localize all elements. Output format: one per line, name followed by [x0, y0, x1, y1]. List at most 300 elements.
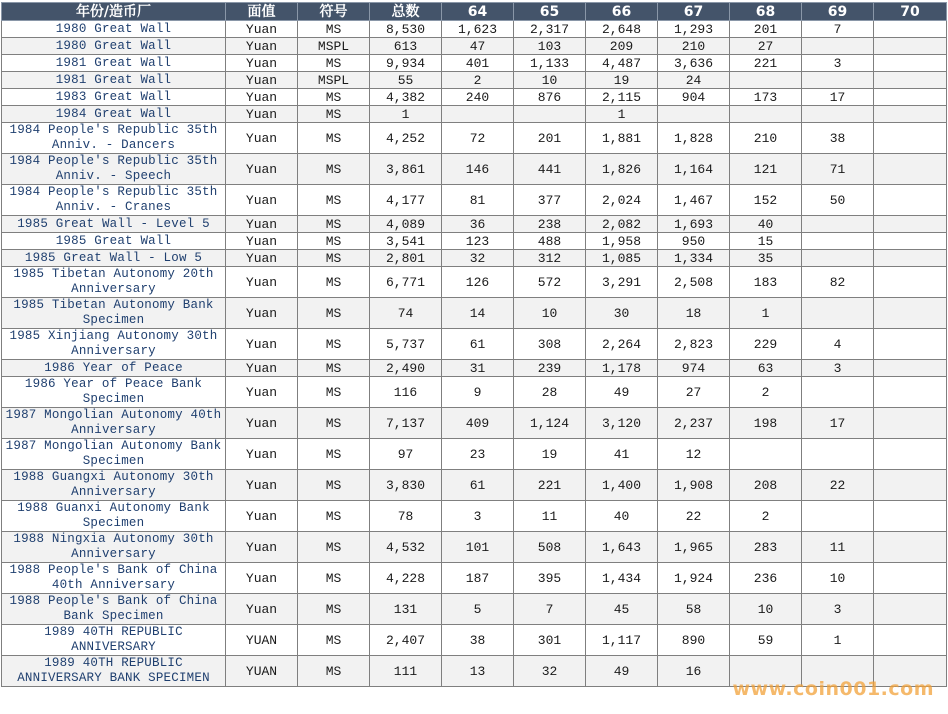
cell-grade-67: 950 [658, 233, 730, 250]
cell-grade-68: 173 [730, 89, 802, 106]
cell-total: 613 [370, 38, 442, 55]
cell-total: 4,382 [370, 89, 442, 106]
cell-grade-66: 2,115 [586, 89, 658, 106]
cell-grade-69: 17 [802, 89, 874, 106]
cell-symbol: MS [298, 233, 370, 250]
cell-grade-66: 40 [586, 501, 658, 532]
cell-denomination: Yuan [226, 233, 298, 250]
cell-grade-67: 27 [658, 377, 730, 408]
cell-denomination: Yuan [226, 72, 298, 89]
cell-grade-69: 17 [802, 408, 874, 439]
cell-coin-name: 1984 People's Republic 35th Anniv. - Speech [2, 154, 226, 185]
cell-grade-66: 1,881 [586, 123, 658, 154]
cell-symbol: MS [298, 267, 370, 298]
table-row [2, 55, 947, 72]
cell-grade-70 [874, 625, 947, 656]
table-row [2, 89, 947, 106]
cell-grade-66: 4,487 [586, 55, 658, 72]
cell-grade-69: 82 [802, 267, 874, 298]
cell-grade-67: 12 [658, 439, 730, 470]
cell-grade-64: 123 [442, 233, 514, 250]
cell-grade-68 [730, 439, 802, 470]
cell-symbol: MS [298, 470, 370, 501]
cell-coin-name: 1989 40TH REPUBLIC ANNIVERSARY [2, 625, 226, 656]
cell-grade-65: 876 [514, 89, 586, 106]
cell-coin-name: 1989 40TH REPUBLIC ANNIVERSARY BANK SPECIMEN [2, 656, 226, 687]
cell-grade-69: 71 [802, 154, 874, 185]
table-row [2, 250, 947, 267]
cell-denomination: Yuan [226, 21, 298, 38]
cell-grade-65: 238 [514, 216, 586, 233]
cell-grade-65 [514, 106, 586, 123]
cell-grade-67: 2,237 [658, 408, 730, 439]
cell-grade-69 [802, 106, 874, 123]
cell-grade-70 [874, 250, 947, 267]
cell-grade-66: 45 [586, 594, 658, 625]
cell-coin-name: 1985 Xinjiang Autonomy 30th Anniversary [2, 329, 226, 360]
cell-grade-67: 16 [658, 656, 730, 687]
cell-denomination: Yuan [226, 267, 298, 298]
cell-grade-65: 10 [514, 72, 586, 89]
table-body [2, 21, 947, 687]
table-row [2, 185, 947, 216]
table-row [2, 154, 947, 185]
cell-grade-70 [874, 72, 947, 89]
cell-denomination: Yuan [226, 329, 298, 360]
cell-grade-70 [874, 21, 947, 38]
cell-grade-70 [874, 55, 947, 72]
cell-grade-68: 1 [730, 298, 802, 329]
cell-grade-65: 239 [514, 360, 586, 377]
cell-grade-69 [802, 72, 874, 89]
cell-denomination: Yuan [226, 250, 298, 267]
cell-coin-name: 1985 Tibetan Autonomy 20th Anniversary [2, 267, 226, 298]
table-row [2, 377, 947, 408]
cell-grade-67: 58 [658, 594, 730, 625]
cell-grade-64: 2 [442, 72, 514, 89]
cell-grade-69: 10 [802, 563, 874, 594]
cell-grade-66: 2,082 [586, 216, 658, 233]
cell-symbol: MS [298, 106, 370, 123]
cell-denomination: Yuan [226, 38, 298, 55]
cell-grade-68 [730, 106, 802, 123]
table-row [2, 360, 947, 377]
cell-grade-69 [802, 250, 874, 267]
cell-total: 2,490 [370, 360, 442, 377]
cell-grade-67: 24 [658, 72, 730, 89]
cell-grade-68: 208 [730, 470, 802, 501]
cell-grade-70 [874, 216, 947, 233]
cell-grade-68: 40 [730, 216, 802, 233]
cell-grade-65: 2,317 [514, 21, 586, 38]
cell-coin-name: 1988 Guanxi Autonomy Bank Specimen [2, 501, 226, 532]
cell-grade-68: 210 [730, 123, 802, 154]
cell-grade-64: 61 [442, 470, 514, 501]
cell-grade-64: 81 [442, 185, 514, 216]
cell-total: 116 [370, 377, 442, 408]
cell-grade-65: 377 [514, 185, 586, 216]
cell-symbol: MS [298, 360, 370, 377]
cell-total: 111 [370, 656, 442, 687]
header-grade-70: 70 [874, 3, 947, 21]
cell-coin-name: 1988 Ningxia Autonomy 30th Anniversary [2, 532, 226, 563]
cell-denomination: Yuan [226, 532, 298, 563]
cell-total: 8,530 [370, 21, 442, 38]
cell-denomination: Yuan [226, 594, 298, 625]
cell-grade-67: 22 [658, 501, 730, 532]
cell-denomination: Yuan [226, 563, 298, 594]
cell-total: 9,934 [370, 55, 442, 72]
cell-grade-65: 395 [514, 563, 586, 594]
cell-grade-68: 35 [730, 250, 802, 267]
cell-grade-64: 240 [442, 89, 514, 106]
cell-grade-65: 7 [514, 594, 586, 625]
cell-grade-66: 209 [586, 38, 658, 55]
cell-coin-name: 1988 People's Bank of China 40th Anniversary [2, 563, 226, 594]
cell-denomination: Yuan [226, 123, 298, 154]
cell-denomination: Yuan [226, 216, 298, 233]
cell-grade-70 [874, 106, 947, 123]
header-grade-64: 64 [442, 3, 514, 21]
cell-grade-64: 126 [442, 267, 514, 298]
cell-coin-name: 1981 Great Wall [2, 72, 226, 89]
cell-grade-68: 201 [730, 21, 802, 38]
cell-grade-70 [874, 408, 947, 439]
cell-grade-70 [874, 185, 947, 216]
cell-grade-64: 47 [442, 38, 514, 55]
cell-grade-66: 19 [586, 72, 658, 89]
cell-grade-69 [802, 216, 874, 233]
cell-grade-68: 59 [730, 625, 802, 656]
cell-grade-65: 508 [514, 532, 586, 563]
cell-total: 4,532 [370, 532, 442, 563]
table-row [2, 501, 947, 532]
cell-grade-67: 210 [658, 38, 730, 55]
table-row [2, 216, 947, 233]
cell-symbol: MS [298, 408, 370, 439]
cell-grade-67 [658, 106, 730, 123]
cell-grade-64 [442, 106, 514, 123]
cell-grade-65: 441 [514, 154, 586, 185]
cell-grade-64: 13 [442, 656, 514, 687]
cell-coin-name: 1985 Great Wall - Level 5 [2, 216, 226, 233]
cell-grade-70 [874, 267, 947, 298]
cell-coin-name: 1985 Tibetan Autonomy Bank Specimen [2, 298, 226, 329]
cell-coin-name: 1984 People's Republic 35th Anniv. - Cranes [2, 185, 226, 216]
cell-coin-name: 1987 Mongolian Autonomy Bank Specimen [2, 439, 226, 470]
cell-grade-69: 4 [802, 329, 874, 360]
header-symbol: 符号 [298, 3, 370, 21]
cell-grade-64: 187 [442, 563, 514, 594]
cell-grade-64: 101 [442, 532, 514, 563]
header-row [2, 3, 947, 21]
table-row [2, 298, 947, 329]
cell-grade-65: 301 [514, 625, 586, 656]
cell-grade-68: 15 [730, 233, 802, 250]
cell-grade-69: 3 [802, 594, 874, 625]
cell-grade-66: 1,958 [586, 233, 658, 250]
cell-grade-66: 1,434 [586, 563, 658, 594]
cell-grade-66: 30 [586, 298, 658, 329]
cell-total: 4,252 [370, 123, 442, 154]
cell-grade-66: 1,178 [586, 360, 658, 377]
cell-total: 4,089 [370, 216, 442, 233]
cell-coin-name: 1986 Year of Peace [2, 360, 226, 377]
cell-grade-66: 49 [586, 377, 658, 408]
cell-grade-66: 1,400 [586, 470, 658, 501]
cell-grade-68: 221 [730, 55, 802, 72]
cell-total: 78 [370, 501, 442, 532]
cell-grade-67: 1,467 [658, 185, 730, 216]
cell-total: 97 [370, 439, 442, 470]
cell-grade-67: 1,965 [658, 532, 730, 563]
cell-grade-67: 890 [658, 625, 730, 656]
cell-total: 4,228 [370, 563, 442, 594]
cell-total: 2,407 [370, 625, 442, 656]
cell-symbol: MS [298, 594, 370, 625]
cell-denomination: Yuan [226, 501, 298, 532]
cell-total: 5,737 [370, 329, 442, 360]
cell-grade-64: 409 [442, 408, 514, 439]
table-row [2, 329, 947, 360]
cell-grade-70 [874, 594, 947, 625]
cell-symbol: MS [298, 185, 370, 216]
cell-coin-name: 1987 Mongolian Autonomy 40th Anniversary [2, 408, 226, 439]
cell-grade-66: 1,643 [586, 532, 658, 563]
cell-coin-name: 1988 People's Bank of China Bank Specimen [2, 594, 226, 625]
cell-grade-70 [874, 470, 947, 501]
cell-grade-64: 146 [442, 154, 514, 185]
cell-grade-66: 41 [586, 439, 658, 470]
cell-grade-69: 7 [802, 21, 874, 38]
cell-total: 3,830 [370, 470, 442, 501]
cell-grade-65: 19 [514, 439, 586, 470]
cell-grade-69: 22 [802, 470, 874, 501]
cell-symbol: MS [298, 625, 370, 656]
cell-coin-name: 1986 Year of Peace Bank Specimen [2, 377, 226, 408]
cell-grade-65: 10 [514, 298, 586, 329]
cell-grade-64: 3 [442, 501, 514, 532]
header-total: 总数 [370, 3, 442, 21]
watermark-logo: www.coin001.com [732, 678, 934, 700]
cell-grade-65: 312 [514, 250, 586, 267]
cell-grade-67: 2,508 [658, 267, 730, 298]
table-row [2, 38, 947, 55]
cell-grade-66: 1,085 [586, 250, 658, 267]
cell-grade-65: 221 [514, 470, 586, 501]
cell-grade-65: 11 [514, 501, 586, 532]
cell-grade-70 [874, 377, 947, 408]
cell-denomination: Yuan [226, 298, 298, 329]
cell-grade-68: 283 [730, 532, 802, 563]
cell-grade-67: 18 [658, 298, 730, 329]
cell-grade-69: 1 [802, 625, 874, 656]
cell-grade-66: 1 [586, 106, 658, 123]
cell-total: 7,137 [370, 408, 442, 439]
cell-grade-69 [802, 501, 874, 532]
cell-grade-70 [874, 563, 947, 594]
cell-coin-name: 1980 Great Wall [2, 21, 226, 38]
cell-grade-70 [874, 38, 947, 55]
cell-grade-67: 1,908 [658, 470, 730, 501]
cell-symbol: MS [298, 656, 370, 687]
cell-grade-65: 201 [514, 123, 586, 154]
cell-coin-name: 1984 Great Wall [2, 106, 226, 123]
cell-grade-67: 904 [658, 89, 730, 106]
cell-grade-64: 36 [442, 216, 514, 233]
cell-grade-70 [874, 329, 947, 360]
cell-grade-64: 1,623 [442, 21, 514, 38]
cell-grade-64: 61 [442, 329, 514, 360]
cell-grade-69 [802, 377, 874, 408]
cell-denomination: Yuan [226, 377, 298, 408]
cell-grade-65: 103 [514, 38, 586, 55]
cell-grade-70 [874, 439, 947, 470]
cell-grade-66: 2,024 [586, 185, 658, 216]
cell-grade-68: 2 [730, 377, 802, 408]
population-table [1, 2, 947, 687]
cell-grade-68 [730, 72, 802, 89]
header-year-mint: 年份/造币厂 [2, 3, 226, 21]
cell-grade-67: 3,636 [658, 55, 730, 72]
cell-grade-67: 1,693 [658, 216, 730, 233]
table-row [2, 106, 947, 123]
cell-grade-66: 2,648 [586, 21, 658, 38]
cell-denomination: Yuan [226, 185, 298, 216]
cell-grade-68: 121 [730, 154, 802, 185]
cell-grade-68: 229 [730, 329, 802, 360]
table-row [2, 594, 947, 625]
cell-denomination: Yuan [226, 106, 298, 123]
cell-grade-64: 72 [442, 123, 514, 154]
cell-grade-68: 198 [730, 408, 802, 439]
cell-grade-64: 31 [442, 360, 514, 377]
cell-grade-64: 14 [442, 298, 514, 329]
cell-grade-66: 1,117 [586, 625, 658, 656]
cell-grade-67: 2,823 [658, 329, 730, 360]
cell-denomination: YUAN [226, 656, 298, 687]
table-row [2, 439, 947, 470]
cell-grade-68: 183 [730, 267, 802, 298]
table-row [2, 625, 947, 656]
table-row [2, 408, 947, 439]
cell-symbol: MS [298, 216, 370, 233]
header-grade-69: 69 [802, 3, 874, 21]
cell-grade-67: 974 [658, 360, 730, 377]
cell-grade-64: 23 [442, 439, 514, 470]
cell-total: 74 [370, 298, 442, 329]
header-grade-67: 67 [658, 3, 730, 21]
cell-grade-66: 3,291 [586, 267, 658, 298]
cell-grade-69: 3 [802, 360, 874, 377]
table-row [2, 123, 947, 154]
cell-symbol: MSPL [298, 72, 370, 89]
cell-symbol: MS [298, 501, 370, 532]
cell-total: 6,771 [370, 267, 442, 298]
cell-grade-65: 308 [514, 329, 586, 360]
cell-denomination: Yuan [226, 408, 298, 439]
cell-grade-64: 32 [442, 250, 514, 267]
cell-total: 131 [370, 594, 442, 625]
table-row [2, 267, 947, 298]
cell-grade-68: 152 [730, 185, 802, 216]
cell-grade-68: 10 [730, 594, 802, 625]
cell-grade-65: 1,133 [514, 55, 586, 72]
cell-symbol: MS [298, 329, 370, 360]
cell-symbol: MS [298, 250, 370, 267]
cell-coin-name: 1985 Great Wall - Low 5 [2, 250, 226, 267]
cell-grade-68: 236 [730, 563, 802, 594]
cell-grade-64: 38 [442, 625, 514, 656]
cell-denomination: Yuan [226, 360, 298, 377]
cell-grade-70 [874, 123, 947, 154]
cell-coin-name: 1983 Great Wall [2, 89, 226, 106]
cell-symbol: MS [298, 154, 370, 185]
cell-total: 4,177 [370, 185, 442, 216]
cell-grade-70 [874, 360, 947, 377]
cell-grade-67: 1,924 [658, 563, 730, 594]
cell-grade-69: 50 [802, 185, 874, 216]
cell-grade-69: 11 [802, 532, 874, 563]
cell-grade-68: 63 [730, 360, 802, 377]
cell-symbol: MS [298, 298, 370, 329]
cell-denomination: Yuan [226, 470, 298, 501]
cell-symbol: MS [298, 123, 370, 154]
cell-grade-67: 1,828 [658, 123, 730, 154]
table-row [2, 563, 947, 594]
cell-grade-65: 572 [514, 267, 586, 298]
cell-grade-67: 1,164 [658, 154, 730, 185]
cell-grade-68: 2 [730, 501, 802, 532]
cell-grade-65: 488 [514, 233, 586, 250]
cell-symbol: MS [298, 89, 370, 106]
cell-grade-65: 1,124 [514, 408, 586, 439]
cell-coin-name: 1985 Great Wall [2, 233, 226, 250]
cell-denomination: Yuan [226, 55, 298, 72]
cell-grade-70 [874, 298, 947, 329]
cell-grade-70 [874, 89, 947, 106]
table-row [2, 21, 947, 38]
cell-grade-64: 401 [442, 55, 514, 72]
cell-grade-70 [874, 501, 947, 532]
cell-denomination: Yuan [226, 439, 298, 470]
cell-grade-66: 1,826 [586, 154, 658, 185]
cell-grade-67: 1,293 [658, 21, 730, 38]
cell-grade-69 [802, 298, 874, 329]
cell-grade-64: 9 [442, 377, 514, 408]
cell-coin-name: 1988 Guangxi Autonomy 30th Anniversary [2, 470, 226, 501]
cell-grade-68: 27 [730, 38, 802, 55]
cell-denomination: Yuan [226, 89, 298, 106]
cell-grade-66: 2,264 [586, 329, 658, 360]
cell-grade-65: 28 [514, 377, 586, 408]
cell-grade-69 [802, 38, 874, 55]
cell-grade-69: 38 [802, 123, 874, 154]
header-grade-66: 66 [586, 3, 658, 21]
cell-grade-70 [874, 233, 947, 250]
cell-grade-70 [874, 532, 947, 563]
cell-grade-67: 1,334 [658, 250, 730, 267]
header-denomination: 面值 [226, 3, 298, 21]
header-grade-68: 68 [730, 3, 802, 21]
cell-total: 55 [370, 72, 442, 89]
cell-symbol: MS [298, 377, 370, 408]
cell-denomination: Yuan [226, 154, 298, 185]
cell-grade-65: 32 [514, 656, 586, 687]
cell-total: 3,541 [370, 233, 442, 250]
header-grade-65: 65 [514, 3, 586, 21]
cell-symbol: MS [298, 55, 370, 72]
